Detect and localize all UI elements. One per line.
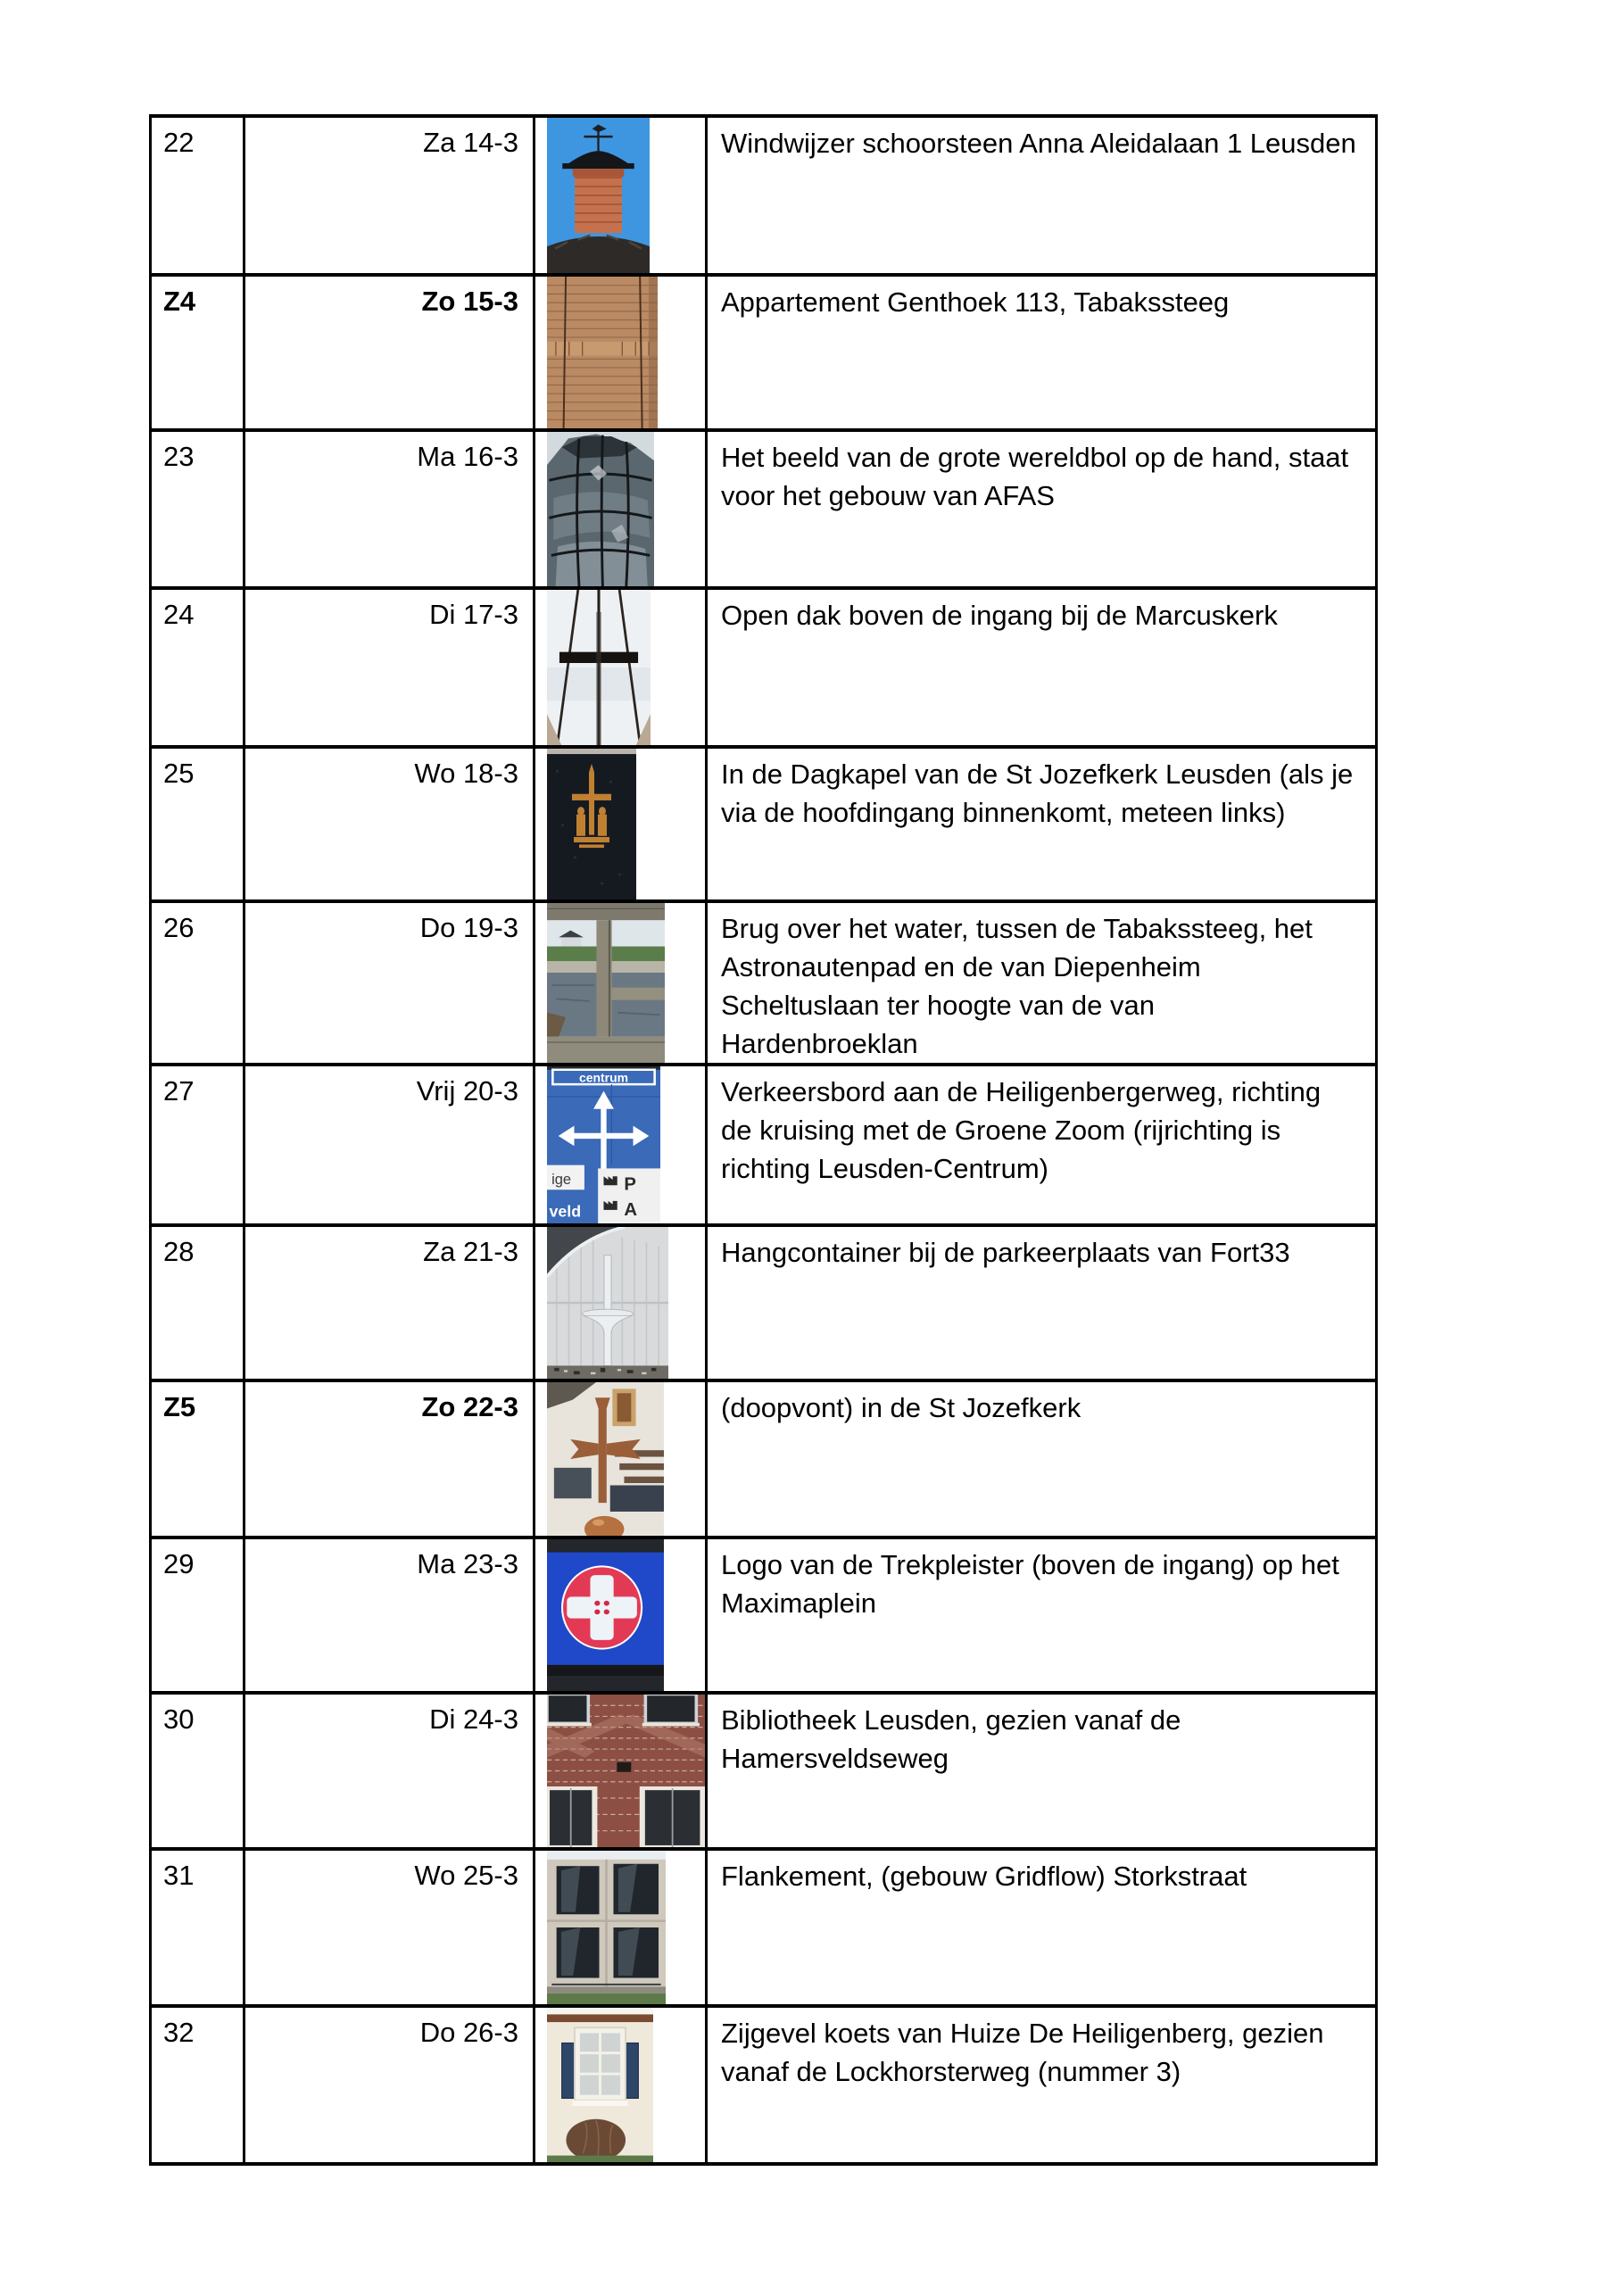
row-description: (doopvont) in de St Jozefkerk [707,1380,1377,1538]
row-date: Di 17-3 [244,588,535,747]
row-number: 30 [151,1693,244,1849]
chimney-weathervane-photo [547,118,650,273]
trekpleister-logo-photo [547,1539,664,1691]
sign-text-ige: ige [551,1172,572,1188]
library-brick-facade-photo [547,1695,706,1847]
table-row [151,116,1377,275]
row-number: 24 [151,588,244,747]
row-date: Za 21-3 [244,1225,535,1380]
row-number: 31 [151,1849,244,2006]
row-number: 26 [151,901,244,1065]
row-description: Het beeld van de grote wereldbol op de hand, staat voor het gebouw van AFAS [707,430,1377,588]
row-description: In de Dagkapel van de St Jozefkerk Leusden (als je via de hoofdingang binnenkomt, meteen links) [707,747,1377,901]
table-row [151,747,1377,901]
wooden-bridge-water-photo [547,903,665,1063]
row-description: Flankement, (gebouw Gridflow) Storkstraat [707,1849,1377,2006]
table-row [151,2006,1377,2164]
row-number: 22 [151,116,244,275]
blue-traffic-sign-photo [547,1066,660,1223]
sign-text-centrum: centrum [578,1070,629,1085]
row-date: Do 26-3 [244,2006,535,2164]
brick-chimney-shaft-photo [547,277,658,428]
sign-text-a: A [624,1200,638,1221]
row-date: Wo 25-3 [244,1849,535,2006]
row-date: Wo 18-3 [244,747,535,901]
row-description: Hangcontainer bij de parkeerplaats van Fort33 [707,1225,1377,1380]
table-row [151,1693,1377,1849]
gridflow-building-windows-photo [547,1851,666,2004]
row-description: Zijgevel koets van Huize De Heiligenberg, gezien vanaf de Lockhorsterweg (nummer 3) [707,2006,1377,2164]
row-description: Logo van de Trekpleister (boven de ingang) op het Maximaplein [707,1538,1377,1693]
row-number: 28 [151,1225,244,1380]
row-description: Brug over het water, tussen de Tabakssteeg, het Astronautenpad en de van Diepenheim Scheltuslaan ter hoogte van de van Hardenbroeklan [707,901,1377,1065]
bronze-cross-church-photo [547,1382,664,1536]
row-number: 32 [151,2006,244,2164]
row-description: Verkeersbord aan de Heiligenbergerweg, richting de kruising met de Groene Zoom (rijrichting is richting Leusden-Centrum) [707,1065,1377,1225]
row-date: Zo 22-3 [244,1380,535,1538]
row-date: Ma 16-3 [244,430,535,588]
table-row [151,1225,1377,1380]
row-date: Za 14-3 [244,116,535,275]
table-row [151,1065,1377,1225]
row-date: Zo 15-3 [244,275,535,430]
row-number: Z4 [151,275,244,430]
row-description: Appartement Genthoek 113, Tabakssteeg [707,275,1377,430]
photo-schedule-table [149,114,1378,2166]
table-row [151,1380,1377,1538]
table-row [151,1538,1377,1693]
row-number: 23 [151,430,244,588]
row-number: 25 [151,747,244,901]
table-row [151,430,1377,588]
sign-text-veld: veld [549,1202,582,1221]
row-date: Do 19-3 [244,901,535,1065]
glass-facade-photo [547,432,654,586]
table-row [151,901,1377,1065]
white-pole-container-photo [547,1227,668,1379]
row-date: Ma 23-3 [244,1538,535,1693]
row-description: Bibliotheek Leusden, gezien vanaf de Hamersveldseweg [707,1693,1377,1849]
row-date: Vrij 20-3 [244,1065,535,1225]
house-window-blue-shutters-photo [547,2008,653,2162]
row-description: Windwijzer schoorsteen Anna Aleidalaan 1 Leusden [707,116,1377,275]
row-date: Di 24-3 [244,1693,535,1849]
sign-text-p: P [624,1174,636,1195]
row-number: 27 [151,1065,244,1225]
open-roof-beams-photo [547,590,651,745]
table-row [151,1849,1377,2006]
table-row [151,275,1377,430]
row-number: Z5 [151,1380,244,1538]
table-row [151,588,1377,747]
row-description: Open dak boven de ingang bij de Marcuskerk [707,588,1377,747]
golden-cross-dark-wall-photo [547,749,636,899]
row-number: 29 [151,1538,244,1693]
